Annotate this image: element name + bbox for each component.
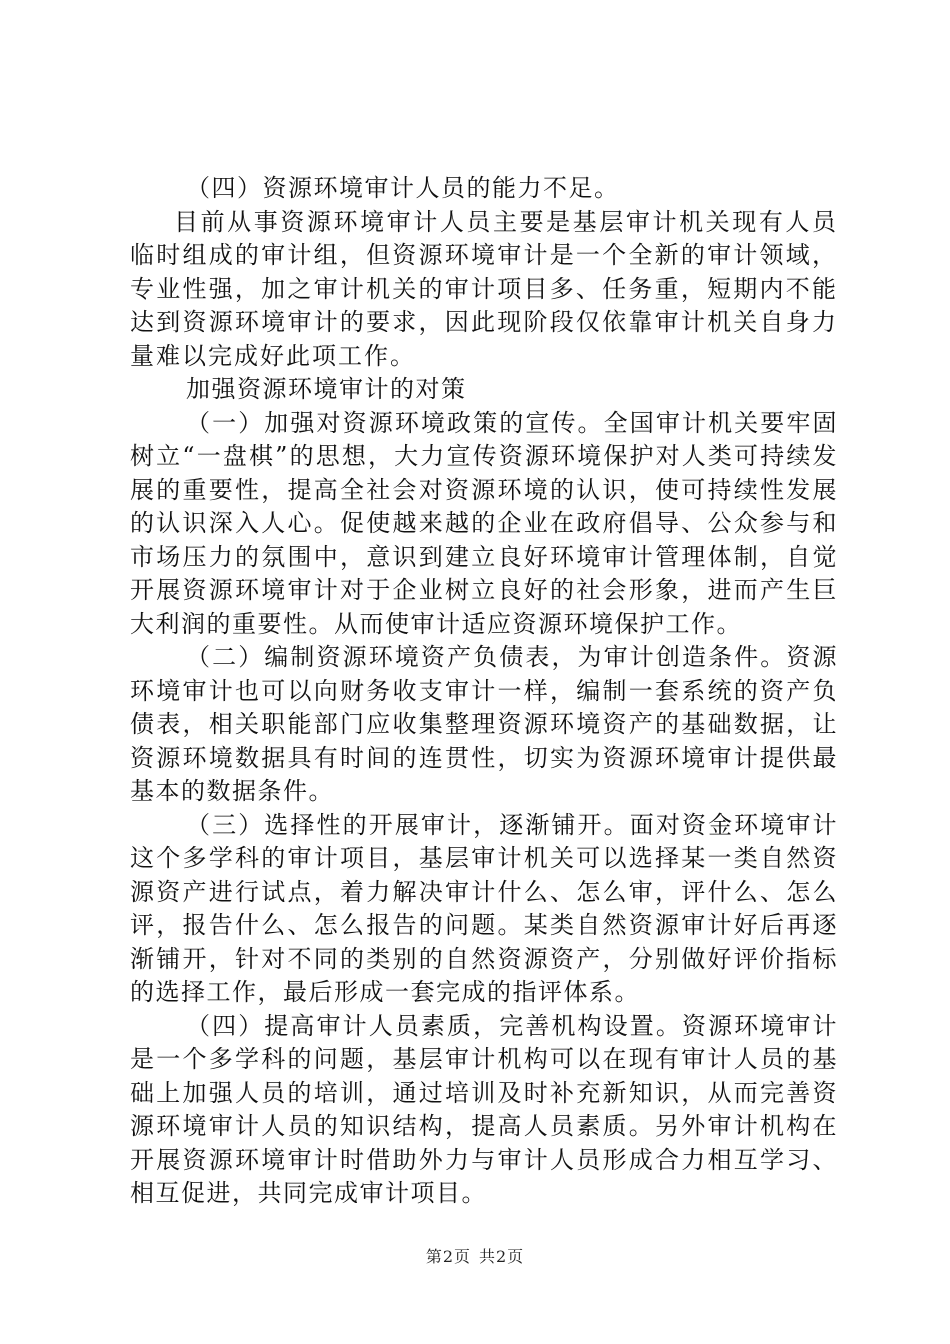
page-footer — [0, 1244, 950, 1267]
section-heading-capability: （四）资源环境审计人员的能力不足。 — [186, 174, 620, 202]
paragraph-countermeasure-1: （一）加强对资源环境政策的宣传。全国审计机关要牢固树立“一盘棋”的思想，大力宣传资源环境保护对人类可持续发展的重要性，提高全社会对资源环境的认识，使可持续性发展的认识深入人心。促使越来越的企业在政府倡导、公众参与和市场压力的氛围中，意识到建立良好环境审计管理体制，自觉开展资源环境审计对于企业树立良好的社会形象，进而产生巨大利润的重要性。从而使审计适应资源环境保护工作。 — [130, 408, 838, 638]
page-total: 共2页 — [479, 1247, 525, 1266]
section-heading-countermeasures: 加强资源环境审计的对策 — [186, 375, 467, 403]
page-number: 第2页 — [425, 1247, 471, 1266]
document-body — [130, 172, 838, 1211]
paragraph-countermeasure-4: （四）提高审计人员素质，完善机构设置。资源环境审计是一个多学科的问题，基层审计机构可以在现有审计人员的基础上加强人员的培训，通过培训及时补充新知识，从而完善资源环境审计人员的知识结构，提高人员素质。另外审计机构在开展资源环境审计时借助外力与审计人员形成合力相互学习、相互促进，共同完成审计项目。 — [130, 1011, 838, 1207]
paragraph-capability-detail: 目前从事资源环境审计人员主要是基层审计机关现有人员临时组成的审计组，但资源环境审计是一个全新的审计领域，专业性强，加之审计机关的审计项目多、任务重，短期内不能达到资源环境审计的要求，因此现阶段仅依靠审计机关自身力量难以完成好此项工作。 — [130, 207, 838, 370]
paragraph-countermeasure-3: （三）选择性的开展审计，逐渐铺开。面对资金环境审计这个多学科的审计项目，基层审计机关可以选择某一类自然资源资产进行试点，着力解决审计什么、怎么审，评什么、怎么评，报告什么、怎么报告的问题。某类自然资源审计好后再逐渐铺开，针对不同的类别的自然资源资产，分别做好评价指标的选择工作，最后形成一套完成的指评体系。 — [130, 810, 838, 1006]
paragraph-countermeasure-2: （二）编制资源环境资产负债表，为审计创造条件。资源环境审计也可以向财务收支审计一样，编制一套系统的资产负债表，相关职能部门应收集整理资源环境资产的基础数据，让资源环境数据具有时间的连贯性，切实为资源环境审计提供最基本的数据条件。 — [130, 643, 838, 805]
